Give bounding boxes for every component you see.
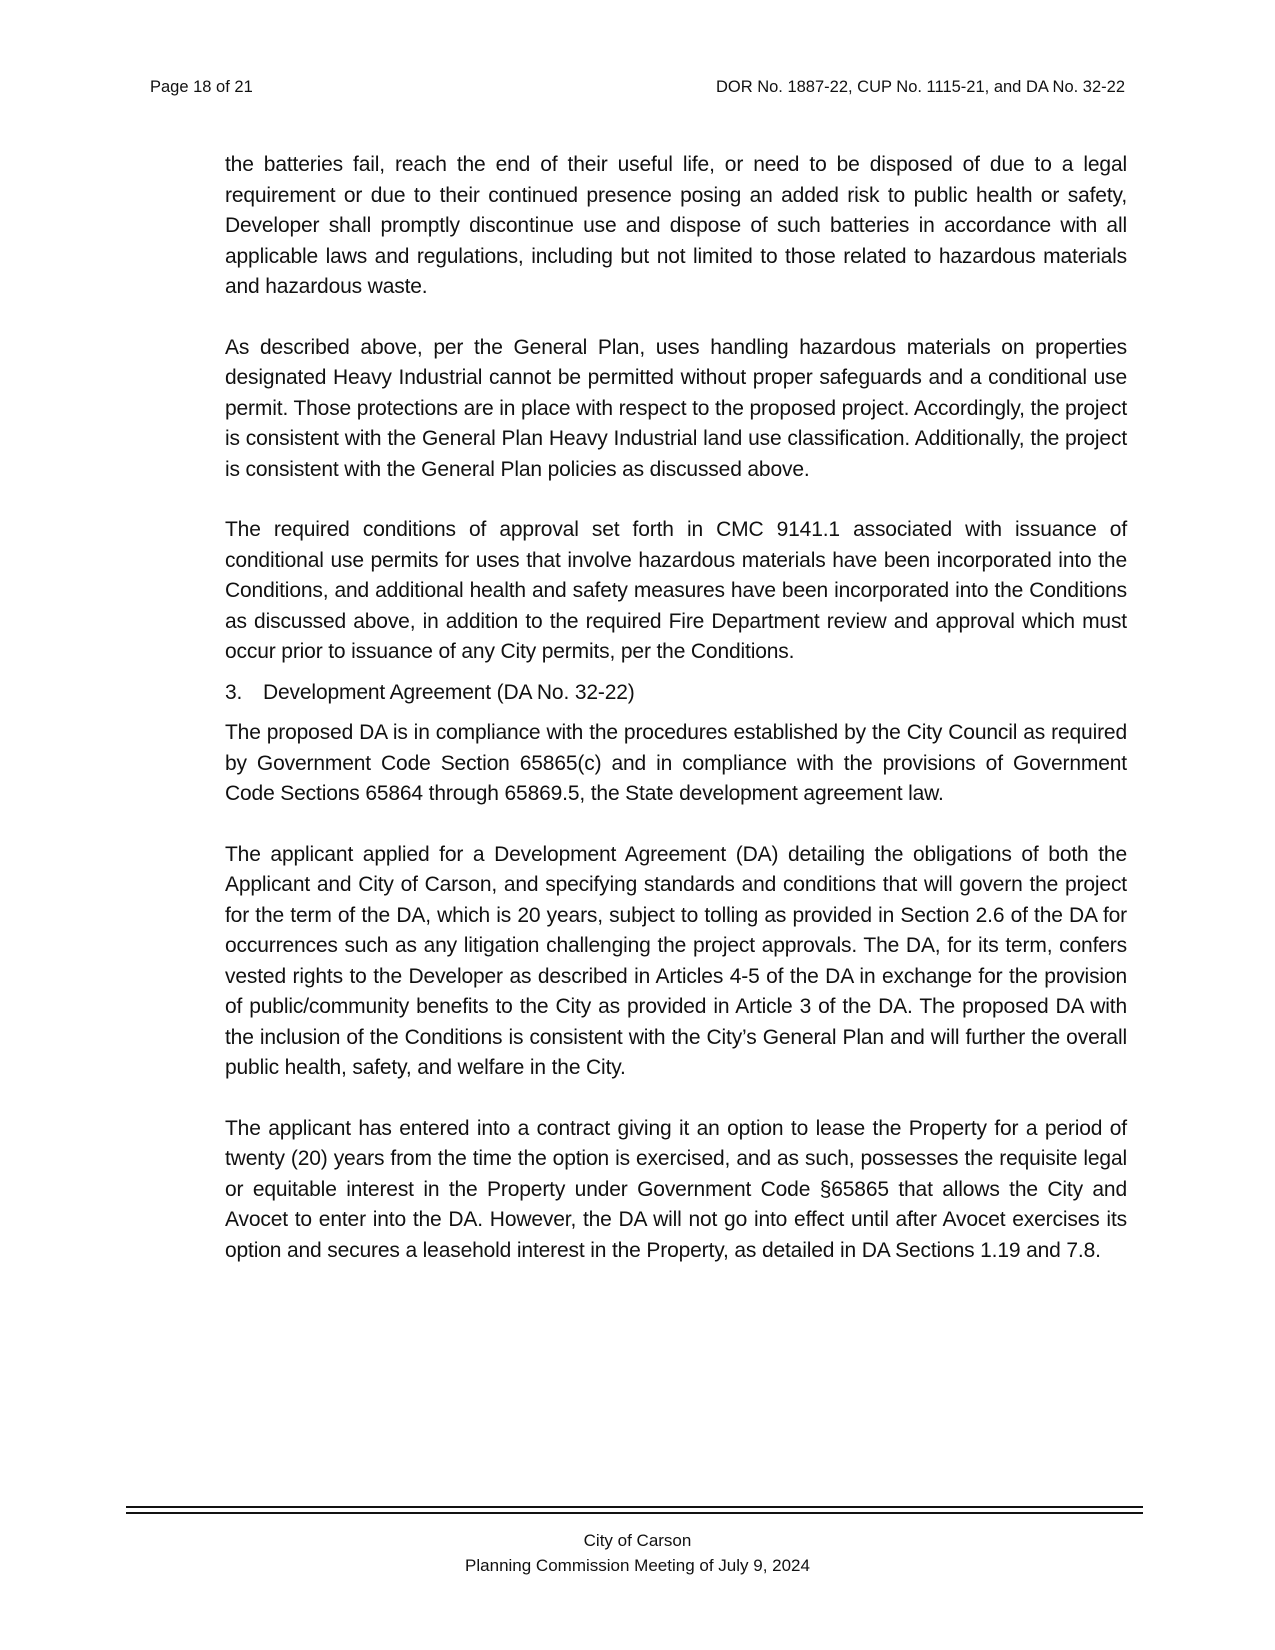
page-header: [150, 78, 1125, 102]
section-number: 3.: [225, 680, 243, 704]
section-heading: [225, 678, 1127, 709]
footer-meeting: Planning Commission Meeting of July 9, 2024: [465, 1556, 810, 1575]
paragraph-da-compliance: The proposed DA is in compliance with the procedures established by the City Council as required by Government Code Section 65865(c) and in compliance with the provisions of Government Code Sections 65864 through 65869.5, the State development agreement law.: [225, 721, 1127, 805]
paragraph-general-plan: As described above, per the General Plan, uses handling hazardous materials on properties designated Heavy Industrial cannot be permitted without proper safeguards and a conditional use permit. Those protections are in place with respect to the proposed project. Accordingly, the project is consistent with the General Plan Heavy Industrial land use classification. Additionally, the project is consistent with the General Plan policies as discussed above.: [225, 335, 1127, 481]
footer-city: City of Carson: [583, 1531, 692, 1550]
paragraph-conditions: The required conditions of approval set forth in CMC 9141.1 associated with issuance of conditional use permits for uses that involve hazardous materials have been incorporated into the Conditions, and additional health and safety measures have been incorporated into the Conditions as discussed above, in addition to the required Fire Department review and approval which must occur prior to issuance of any City permits, per the Conditions.: [225, 518, 1127, 663]
footer-rule-bottom: [126, 1512, 1143, 1514]
footer-rule-top: [126, 1506, 1143, 1508]
section-title: Development Agreement (DA No. 32-22): [263, 680, 635, 704]
page-number: Page 18 of 21: [150, 78, 253, 96]
paragraph-lease-option: The applicant has entered into a contract giving it an option to lease the Property for a period of twenty (20) years from the time the option is exercised, and as such, possesses the requisite legal or equitable interest in the Property under Government Code §65865 that allows the City and Avocet to enter into the DA. However, the DA will not go into effect until after Avocet exercises its option and secures a leasehold interest in the Property, as detailed in DA Sections 1.19 and 7.8.: [225, 1116, 1127, 1262]
page-footer: [0, 1528, 1275, 1578]
case-numbers: DOR No. 1887-22, CUP No. 1115-21, and DA No. 32-22: [715, 78, 1125, 96]
document-body: [225, 150, 1127, 1296]
paragraph-da-application: The applicant applied for a Development Agreement (DA) detailing the obligations of both the Applicant and City of Carson, and specifying standards and conditions that will govern the project for the term of the DA, which is 20 years, subject to tolling as provided in Section 2.6 of the DA for occurrences such as any litigation challenging the project approvals. The DA, for its term, confers vested rights to the Developer as described in Articles 4-5 of the DA in exchange for the provision of public/community benefits to the City as provided in Article 3 of the DA. The proposed DA with the inclusion of the Conditions is consistent with the City’s General Plan and will further the overall public health, safety, and welfare in the City.: [225, 842, 1127, 1079]
paragraph-batteries: the batteries fail, reach the end of their useful life, or need to be disposed of due to a legal requirement or due to their continued presence posing an added risk to public health or safety, Developer shall promptly discontinue use and dispose of such batteries in accordance with all applicable laws and regulations, including but not limited to those related to hazardous materials and hazardous waste.: [225, 153, 1127, 298]
